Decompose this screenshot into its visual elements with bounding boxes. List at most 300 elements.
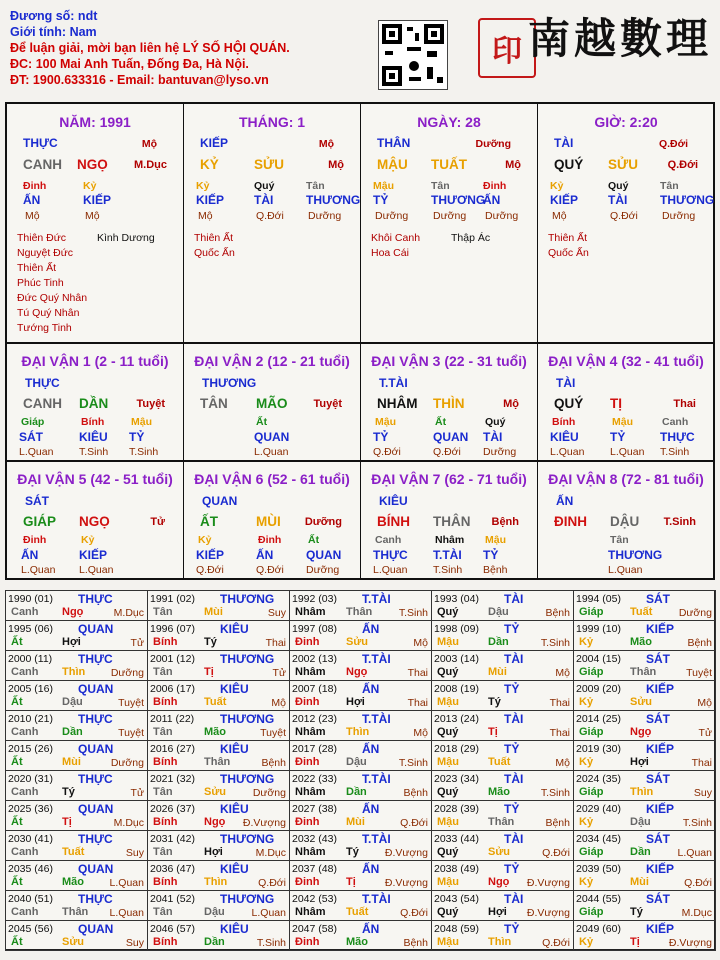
hidden-god: KIẾP (196, 193, 225, 207)
year-branch: Tý (346, 846, 359, 858)
hidden-stem: Kỷ (196, 180, 210, 192)
year-label: 2002 (13) (292, 653, 337, 665)
luck-god: THỰC (25, 376, 60, 390)
year-branch: Tuất (204, 696, 227, 708)
year-cell (431, 770, 574, 801)
year-cell (147, 890, 290, 921)
year-cell (147, 830, 290, 861)
year-stage: T.Sinh (398, 607, 428, 619)
year-stem: Mậu (437, 816, 459, 828)
year-cell (431, 830, 574, 861)
pillar-cell (183, 103, 361, 343)
year-branch: Tuất (346, 906, 369, 918)
hidden-stem: Mậu (131, 416, 152, 428)
hidden-stage: L.Quan (608, 564, 643, 576)
year-god: SÁT (646, 832, 670, 846)
year-stage: Thai (407, 667, 428, 679)
hidden-stage: Mộ (198, 210, 213, 222)
year-label: 1997 (08) (292, 623, 337, 635)
year-label: 2023 (34) (434, 773, 479, 785)
year-cell (5, 830, 148, 861)
hidden-stage: T.Sinh (660, 446, 690, 458)
year-label: 2047 (58) (292, 923, 337, 935)
year-stage: Đ.Vượng (384, 877, 428, 889)
year-stem: Bính (153, 816, 178, 828)
luck-god: T.TÀI (379, 376, 408, 390)
pillar-god: TÀI (554, 136, 574, 150)
year-stem: Đinh (295, 756, 320, 768)
year-cell (5, 620, 148, 651)
year-god: ẤN (362, 922, 380, 936)
star-label: Đức Quý Nhân (17, 292, 88, 304)
year-god: T.TÀI (362, 652, 391, 666)
pillar-branch: NGỌ (77, 157, 108, 172)
year-god: TỶ (504, 862, 520, 876)
hidden-stage: Dưỡng (433, 210, 467, 222)
annual-luck-table (5, 590, 715, 950)
hidden-god: ẤN (483, 193, 501, 207)
year-stem: Quý (437, 846, 459, 858)
year-cell (289, 860, 432, 891)
year-stem: Mậu (437, 876, 459, 888)
pillar-stage: Mộ (505, 159, 521, 171)
hidden-god: TỶ (610, 430, 626, 444)
pillar-cell (360, 103, 538, 343)
hidden-god: TÀI (483, 430, 503, 444)
year-stem: Bính (153, 696, 178, 708)
hidden-stem: Mậu (485, 534, 506, 546)
year-branch: Mão (488, 786, 510, 798)
year-stage: Q.Đới (684, 877, 712, 889)
year-branch: Mùi (630, 876, 649, 888)
year-branch: Dậu (630, 816, 651, 828)
year-stem: Kỷ (579, 696, 594, 708)
year-branch: Ngọ (488, 876, 510, 888)
year-branch: Dậu (204, 906, 225, 918)
star-label: Kình Dương (97, 232, 155, 244)
pillar-stage: Q.Đới (667, 159, 698, 171)
star-label: Tướng Tinh (17, 322, 72, 334)
hidden-stage: T.Sinh (129, 446, 159, 458)
year-branch: Hợi (346, 696, 365, 708)
year-stem: Tân (153, 606, 173, 618)
contact-note: Để luận giải, mời bạn liên hệ LÝ SỐ HỘI QUÁN. (10, 41, 290, 55)
star-label: Quốc Ấn (548, 247, 589, 259)
year-god: TÀI (504, 592, 524, 606)
hidden-stage: T.Sinh (79, 446, 109, 458)
year-god: KIẾP (646, 682, 675, 696)
year-god: SÁT (646, 772, 670, 786)
hidden-god: KIẾP (196, 548, 225, 562)
hidden-stage: L.Quan (19, 446, 54, 458)
hidden-stem: Quý (608, 180, 629, 192)
luck-god: QUAN (202, 494, 238, 508)
year-branch: Thìn (346, 726, 370, 738)
year-stem: Kỷ (579, 816, 594, 828)
hidden-stem: Ất (256, 416, 268, 428)
year-god: T.TÀI (362, 832, 391, 846)
star-label: Hoa Cái (371, 247, 409, 259)
hidden-stage: L.Quan (610, 446, 645, 458)
hidden-god: ẤN (21, 548, 39, 562)
hidden-god: KIẾP (550, 193, 579, 207)
pillar-stage: M.Dục (134, 159, 167, 171)
year-stage: L.Quan (109, 877, 144, 889)
year-stage: Suy (125, 847, 144, 859)
year-label: 1990 (01) (8, 593, 53, 605)
year-god: TỶ (504, 622, 520, 636)
pillar-god: KIẾP (200, 136, 229, 150)
year-branch: Hợi (204, 846, 223, 858)
year-stage: T.Sinh (540, 787, 570, 799)
year-stem: Kỷ (579, 936, 594, 948)
year-cell (431, 890, 574, 921)
year-god: THƯƠNG (220, 652, 275, 666)
hidden-stem: Đinh (258, 534, 282, 546)
hidden-stage: L.Quan (550, 446, 585, 458)
year-god: TÀI (504, 772, 524, 786)
year-god: KIÊU (220, 682, 249, 696)
year-label: 2009 (20) (576, 683, 621, 695)
year-cell (431, 800, 574, 831)
year-branch: Thân (630, 666, 657, 678)
hidden-stem: Quý (485, 416, 506, 428)
year-branch: Sửu (630, 696, 653, 708)
hidden-god: TỶ (483, 548, 499, 562)
year-god: SÁT (646, 892, 670, 906)
year-god: KIẾP (646, 862, 675, 876)
year-branch: Thìn (204, 876, 228, 888)
year-stem: Giáp (579, 726, 604, 738)
year-stem: Canh (11, 786, 39, 798)
year-god: TÀI (504, 712, 524, 726)
year-cell (573, 590, 716, 621)
year-cell (289, 740, 432, 771)
hidden-stem: Mậu (373, 180, 394, 192)
hidden-stem: Nhâm (435, 534, 465, 546)
year-stage: Suy (693, 787, 712, 799)
luck-cell (537, 461, 715, 580)
year-stem: Nhâm (295, 726, 326, 738)
year-stage: M.Dục (681, 907, 712, 919)
luck-branch: DẦN (79, 396, 109, 411)
year-cell (573, 830, 716, 861)
year-stage: Q.Đới (400, 907, 428, 919)
year-branch: Thìn (630, 786, 654, 798)
year-god: ẤN (362, 622, 380, 636)
year-stage: M.Dục (113, 817, 144, 829)
year-stage: Mộ (555, 667, 570, 679)
year-branch: Thìn (62, 666, 86, 678)
star-label: Khôi Canh (371, 232, 421, 244)
year-label: 2033 (44) (434, 833, 479, 845)
luck-branch: THÌN (433, 396, 465, 411)
year-branch: Thân (488, 816, 515, 828)
luck-cell (183, 461, 361, 580)
year-stem: Quý (437, 606, 459, 618)
year-branch: Mão (204, 726, 226, 738)
year-branch: Dậu (488, 606, 509, 618)
hidden-stem: Tân (431, 180, 450, 192)
luck-cell (360, 343, 538, 461)
hidden-stem: Đinh (23, 534, 47, 546)
year-branch: Tuất (630, 606, 653, 618)
year-stage: Thai (407, 697, 428, 709)
luck-title: ĐẠI VẬN 3 (22 - 31 tuổi) (371, 353, 527, 369)
year-cell (289, 590, 432, 621)
year-stem: Tân (153, 786, 173, 798)
year-stem: Tân (153, 906, 173, 918)
year-label: 2001 (12) (150, 653, 195, 665)
hidden-stage: Q.Đới (256, 564, 284, 576)
hidden-stage: Mộ (85, 210, 100, 222)
luck-stem: NHÂM (377, 396, 418, 411)
hidden-god: THƯƠNG (306, 193, 361, 207)
year-stage: L.Quan (677, 847, 712, 859)
year-stem: Đinh (295, 696, 320, 708)
year-branch: Dần (630, 846, 651, 858)
year-branch: Hợi (62, 636, 81, 648)
luck-stem: ĐINH (554, 514, 587, 529)
year-branch: Tý (204, 636, 217, 648)
year-branch: Mùi (204, 606, 223, 618)
year-label: 2013 (24) (434, 713, 479, 725)
year-god: SÁT (646, 652, 670, 666)
year-god: SÁT (646, 592, 670, 606)
year-god: TỶ (504, 682, 520, 696)
qr-code-icon (378, 20, 448, 90)
year-cell (147, 770, 290, 801)
year-cell (5, 590, 148, 621)
year-stem: Quý (437, 666, 459, 678)
year-god: THỰC (78, 592, 113, 606)
year-stage: M.Dục (113, 607, 144, 619)
year-stem: Ất (11, 636, 23, 648)
year-stage: M.Dục (255, 847, 286, 859)
hidden-stem: Mậu (375, 416, 396, 428)
year-cell (147, 800, 290, 831)
hidden-stage: Dưỡng (485, 210, 519, 222)
year-god: THỰC (78, 652, 113, 666)
year-stem: Đinh (295, 636, 320, 648)
year-stage: Mộ (413, 637, 428, 649)
year-stem: Kỷ (579, 756, 594, 768)
hidden-god: THƯƠNG (431, 193, 486, 207)
year-cell (5, 770, 148, 801)
year-cell (289, 650, 432, 681)
hidden-god: QUAN (306, 548, 342, 562)
year-stem: Đinh (295, 876, 320, 888)
gender: Giới tính: Nam (10, 25, 97, 39)
luck-stem: ẤT (200, 514, 218, 529)
year-label: 2008 (19) (434, 683, 479, 695)
luck-stage: Mộ (503, 398, 519, 410)
year-god: THƯƠNG (220, 832, 275, 846)
year-label: 2016 (27) (150, 743, 195, 755)
year-stem: Giáp (579, 906, 604, 918)
year-god: THƯƠNG (220, 772, 275, 786)
year-god: THƯƠNG (220, 892, 275, 906)
year-branch: Sửu (62, 936, 85, 948)
year-stem: Canh (11, 606, 39, 618)
year-label: 2039 (50) (576, 863, 621, 875)
year-branch: Tý (488, 696, 501, 708)
year-label: 2045 (56) (8, 923, 53, 935)
luck-cell (360, 461, 538, 580)
year-god: TÀI (504, 832, 524, 846)
year-stage: Tử (698, 727, 712, 739)
year-cell (289, 920, 432, 951)
luck-cell (6, 461, 184, 580)
year-label: 2004 (15) (576, 653, 621, 665)
year-stage: Bệnh (403, 937, 428, 949)
year-god: THỰC (78, 772, 113, 786)
pillar-stem: KỶ (200, 157, 219, 172)
luck-stage: Dưỡng (304, 516, 342, 528)
year-stage: Tuyệt (686, 667, 712, 679)
hidden-stem: Kỷ (550, 180, 564, 192)
hidden-stage: Q.Đới (373, 446, 401, 458)
year-label: 2021 (32) (150, 773, 195, 785)
luck-stage: Tử (150, 516, 165, 528)
luck-stem: TÂN (200, 396, 228, 411)
year-god: KIẾP (646, 802, 675, 816)
hidden-god: KIÊU (550, 430, 579, 444)
year-stage: Bệnh (403, 787, 428, 799)
year-god: QUAN (78, 922, 114, 936)
year-stage: Thai (549, 727, 570, 739)
hidden-stage: Mộ (25, 210, 40, 222)
year-cell (289, 890, 432, 921)
year-stage: Bệnh (545, 817, 570, 829)
luck-branch: DẬU (610, 514, 640, 529)
year-stem: Bính (153, 636, 178, 648)
hidden-stem: Đinh (483, 180, 507, 192)
year-label: 2048 (59) (434, 923, 479, 935)
hidden-stem: Ất (435, 416, 447, 428)
year-branch: Tị (630, 936, 640, 948)
year-stage: Bệnh (687, 637, 712, 649)
year-branch: Dần (204, 936, 225, 948)
hidden-stage: L.Quan (79, 564, 114, 576)
year-stage: Mộ (555, 757, 570, 769)
year-stem: Giáp (579, 786, 604, 798)
hidden-stem: Bính (552, 416, 576, 428)
year-label: 2032 (43) (292, 833, 337, 845)
luck-branch: MÙI (256, 514, 281, 529)
year-stage: Bệnh (261, 757, 286, 769)
year-stage: Thai (549, 697, 570, 709)
phone-email: ĐT: 1900.633316 - Email: bantuvan@lyso.vn (10, 73, 269, 87)
year-cell (147, 860, 290, 891)
year-label: 2028 (39) (434, 803, 479, 815)
year-stage: Đ.Vượng (526, 907, 570, 919)
year-stem: Đinh (295, 936, 320, 948)
year-label: 2005 (16) (8, 683, 53, 695)
luck-title: ĐẠI VẬN 2 (12 - 21 tuổi) (194, 353, 350, 369)
hidden-stage: Mộ (552, 210, 567, 222)
year-label: 2025 (36) (8, 803, 53, 815)
year-god: SÁT (646, 712, 670, 726)
pillar-god: THÂN (377, 136, 411, 150)
luck-stage: Tuyệt (313, 398, 342, 410)
year-stem: Canh (11, 666, 39, 678)
year-stem: Quý (437, 786, 459, 798)
year-god: KIẾP (646, 622, 675, 636)
year-stage: Dưỡng (678, 607, 712, 619)
hidden-god: T.TÀI (433, 548, 462, 562)
year-cell (573, 620, 716, 651)
hidden-stage: Dưỡng (306, 564, 340, 576)
hidden-god: TÀI (254, 193, 274, 207)
star-label: Thiên Đức (17, 232, 67, 244)
year-god: KIÊU (220, 922, 249, 936)
year-label: 1992 (03) (292, 593, 337, 605)
year-stage: Đ.Vượng (668, 937, 712, 949)
year-stem: Tân (153, 846, 173, 858)
year-branch: Dậu (62, 696, 83, 708)
hidden-god: TỶ (373, 430, 389, 444)
year-label: 2034 (45) (576, 833, 621, 845)
year-stem: Bính (153, 936, 178, 948)
hidden-stage: L.Quan (373, 564, 408, 576)
year-stage: Dưỡng (110, 667, 144, 679)
pillar-branch: SỬU (608, 157, 638, 172)
pillar-god-stage: Dưỡng (475, 138, 511, 150)
year-stem: Quý (437, 726, 459, 738)
star-label: Quốc Ấn (194, 247, 235, 259)
year-cell (5, 680, 148, 711)
luck-god: ẤN (556, 494, 574, 508)
star-label: Tú Quý Nhân (17, 307, 80, 319)
year-stem: Bính (153, 876, 178, 888)
hidden-god: KIẾP (83, 193, 112, 207)
year-label: 2024 (35) (576, 773, 621, 785)
year-cell (289, 680, 432, 711)
year-stage: Mộ (697, 697, 712, 709)
year-cell (5, 920, 148, 951)
luck-title: ĐẠI VẬN 4 (32 - 41 tuổi) (548, 353, 704, 369)
pillar-cell (537, 103, 715, 343)
year-label: 1999 (10) (576, 623, 621, 635)
hidden-stem: Mậu (612, 416, 633, 428)
star-label: Thiên Ất (194, 232, 234, 244)
bazi-chart (5, 102, 715, 580)
year-cell (289, 710, 432, 741)
year-stem: Ất (11, 876, 23, 888)
year-stem: Ất (11, 936, 23, 948)
year-stage: T.Sinh (682, 817, 712, 829)
luck-branch: THÂN (433, 514, 471, 529)
year-label: 2041 (52) (150, 893, 195, 905)
pillar-branch: SỬU (254, 157, 284, 172)
year-god: TỶ (504, 802, 520, 816)
year-stage: Q.Đới (400, 817, 428, 829)
year-stage: L.Quan (251, 907, 286, 919)
year-branch: Thân (346, 606, 373, 618)
hidden-stage: Q.Đới (196, 564, 224, 576)
hidden-stem: Giáp (21, 416, 45, 428)
year-cell (431, 860, 574, 891)
year-cell (147, 680, 290, 711)
hidden-stage: L.Quan (21, 564, 56, 576)
hidden-stage: Dưỡng (308, 210, 342, 222)
year-god: TỶ (504, 922, 520, 936)
star-label: Thiên Ất (548, 232, 588, 244)
year-branch: Tuất (62, 846, 85, 858)
year-cell (5, 740, 148, 771)
year-branch: Mão (62, 876, 84, 888)
